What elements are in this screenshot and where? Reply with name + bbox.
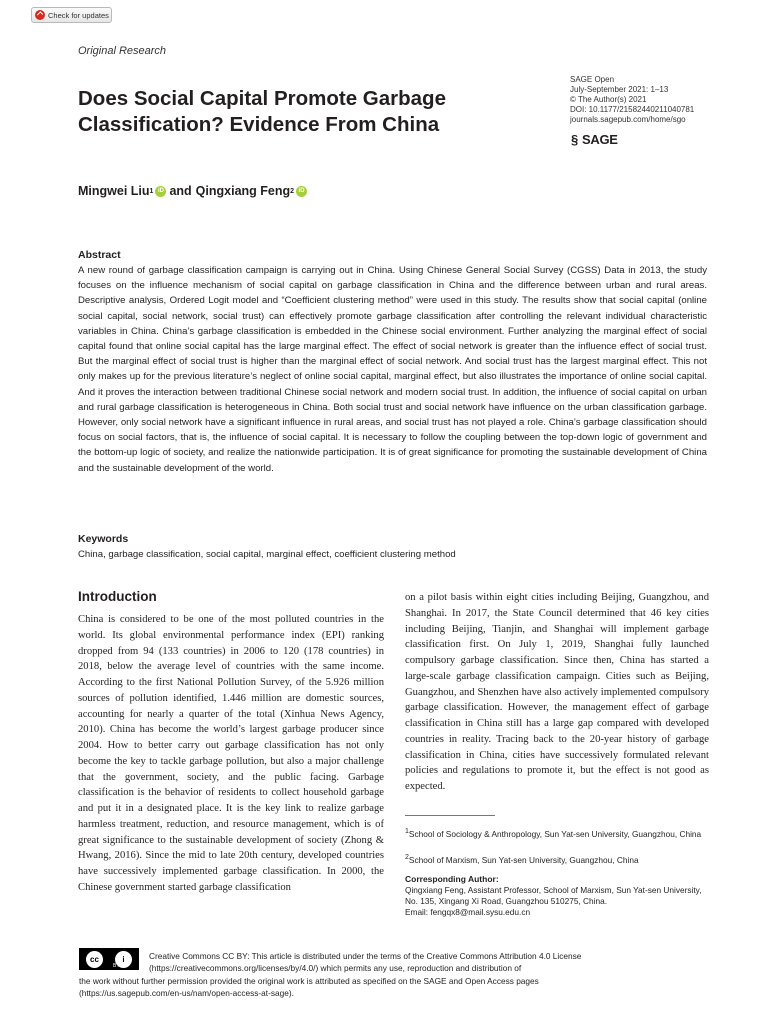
affiliation-1 (405, 826, 709, 840)
journal-url[interactable]: journals.sagepub.com/home/sgo (570, 115, 686, 124)
attribution-icon: i (115, 951, 132, 968)
abstract-text: A new round of garbage classification campaign is carrying out in China. Using Chinese General Social Survey (CGSS) Data in 2013, the study focuses on the influence mechanism of social capital on garbage classification in China and the difference between urban and rural areas. Descriptive analysis, Ordered Logit model and “Coefficient clustering method” were used in this study. The results show that social capital (online social capital, social network, social trust) can effectively promote garbage classification after controlling the relevant individual characteristic variables in China. China’s garbage classification is embedded in the Chinese social environment. Further analyzing the marginal effect of social capital found that online social capital has the large marginal effect. The effect of social network is greater than the influence effect of social trust. But the marginal effect of social trust is higher than the marginal effect of social network. And social trust has the largest marginal effect. This not only makes up for the previous literature’s neglect of online social capital, marginal effect, but also illustrates the importance of online social capital. And it proves the interaction between traditional Chinese social network and modern social trust. In addition, the influence of social capital on urban and rural garbage classification is heterogeneous in China. Both social trust and social network have influence on the urban classification garbage. However, only social network have a significant influence in rural areas, and social trust has not played a role. China’s garbage classification should focus on social factors, that is, the influence of social capital. It is necessary to follow the coupling between the top-down logic of government and the bottom-up logic of society, and realize the nationwide participation. It is of great significance for promoting the sustainable development of China and the sustainable development of the world. (78, 265, 707, 474)
cc-by-badge[interactable] (79, 948, 139, 970)
check-for-updates-label: Check for updates (48, 10, 109, 20)
check-for-updates-button[interactable] (31, 7, 112, 23)
keywords-text: China, garbage classification, social capital, marginal effect, coefficient clustering method (78, 549, 456, 560)
journal-name: SAGE Open (570, 75, 615, 84)
introduction-left-column: China is considered to be one of the most polluted countries in the world. Its global environmental performance index (EPI) ranking dropped from 94 (133 countries) in 2006 to 120 (178 countries) in 2018, below the average level of countries with the same income. According to the first National Pollution Survey, of the 5.926 million sources of pollution identified, 1.446 million are domestic sources, accounting for nearly a quarter of the total (Xinhua News Agency, 2010). China has become the world’s largest garbage producer since 2004. How to better carry out garbage classification has not only become the key to tackle garbage pollution, but also a major challenge that the government, society, and the public facing. Garbage classification is the behavior of residents to collect household garbage and put it in a designated place. It is the key link to realize garbage harmless treatment, reduction, and resource management, which is of great significance to the sustainable development of society (Zhong & Hwang, 2016). Since the mid to late 20th century, developed countries have successively implemented garbage classification. In 2000, the Chinese government started garbage classification (78, 614, 384, 893)
license-link-line[interactable]: (https://us.sagepub.com/en-us/nam/open-access-at-sage). (79, 988, 294, 998)
abstract-heading: Abstract (78, 249, 121, 261)
author-affil-sup: 2 (290, 187, 295, 195)
author-list (78, 184, 310, 198)
affiliation-text: School of Sociology & Anthropology, Sun Yat-sen University, Guangzhou, China (408, 828, 702, 839)
corresponding-author-details (405, 885, 709, 918)
cc-icon: cc (86, 951, 103, 968)
introduction-heading: Introduction (78, 589, 157, 604)
affiliation-sup: 1 (405, 828, 409, 835)
license-text-line: Creative Commons CC BY: This article is distributed under the terms of the Creative Commons Attribution 4.0 License (149, 951, 582, 961)
orcid-icon[interactable]: iD (296, 186, 307, 197)
affiliation-text: School of Marxism, Sun Yat-sen University, Guangzhou, China (408, 854, 639, 865)
footnote-divider (405, 815, 495, 816)
journal-issue: July-September 2021: 1–13 (570, 85, 669, 94)
affiliation-2 (405, 852, 709, 866)
section-label: Original Research (78, 45, 167, 57)
journal-info (570, 75, 730, 125)
introduction-right-column: on a pilot basis within eight cities including Beijing, Guangzhou, and Shanghai. In 2017, the State Council determined that 46 key cities including Beijing, Tianjin, and Shanghai will implement garbage classification first. On July 1, 2019, Shanghai fully launched compulsory garbage classification. Since then, China has started a large-scale garbage classification campaign. Cities such as Beijing, Guangzhou, and Shenzhen have also actively implemented compulsory garbage classification. However, the management effect of garbage classification in China still has a large gap compared with developed countries in reality. Tracing back to the 20-year history of garbage classification in China, cities have successively formulated relevant policies and regulations to promote it, but the effect is not good as expected. (405, 592, 709, 792)
corresponding-author-email[interactable]: Email: fengqx8@mail.sysu.edu.cn (405, 907, 531, 917)
corresponding-author-address: Qingxiang Feng, Assistant Professor, School of Marxism, Sun Yat-sen University, No. 135, Xingang Xi Road, Guangzhou 510275, China. (405, 885, 702, 906)
journal-doi[interactable]: DOI: 10.1177/21582440211040781 (570, 105, 695, 114)
sage-mark-icon: § (571, 131, 578, 147)
journal-copyright: © The Author(s) 2021 (570, 95, 647, 104)
orcid-icon[interactable]: iD (155, 186, 166, 197)
article-title: Does Social Capital Promote Garbage Classification? Evidence From China (78, 87, 446, 136)
corresponding-author-heading: Corresponding Author: (405, 874, 499, 884)
keywords-heading: Keywords (78, 533, 129, 545)
sage-logo (571, 132, 618, 147)
author-name: Mingwei Liu (78, 184, 150, 198)
license-text-line: the work without further permission provided the original work is attributed as specified on the SAGE and Open Access pages (79, 976, 539, 986)
author-affil-sup: 1 (149, 187, 154, 195)
by-label: BY (113, 963, 120, 969)
affiliation-sup: 2 (405, 854, 409, 861)
author-name: Qingxiang Feng (195, 184, 291, 198)
license-link-line[interactable]: (https://creativecommons.org/licenses/by/4.0/) which permits any use, reproduction and distribution of (149, 963, 522, 973)
author-conjunction: and (169, 184, 192, 198)
update-icon (35, 10, 45, 20)
sage-logo-text: SAGE (582, 132, 618, 147)
license-text-continued (79, 975, 719, 999)
